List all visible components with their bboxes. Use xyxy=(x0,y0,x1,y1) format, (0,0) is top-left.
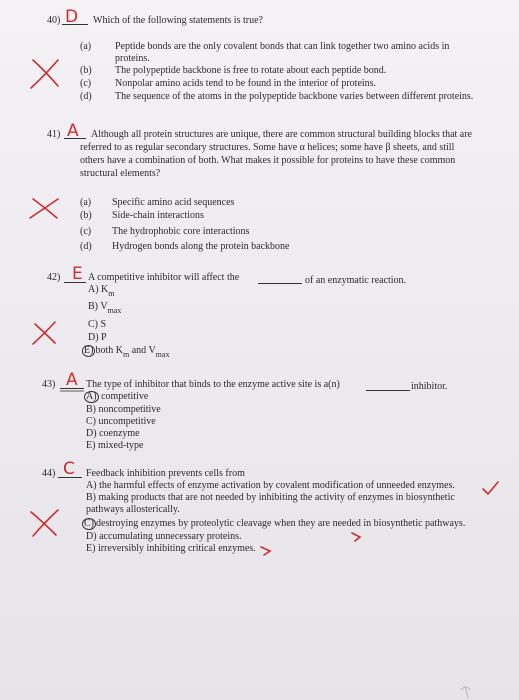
q43-option-a-text: competitive xyxy=(101,391,149,402)
q41-option-b-label: (b) xyxy=(80,210,92,221)
q43-stem-before: The type of inhibitor that binds to the enzyme active site is a(n) xyxy=(86,379,340,390)
q44-option-b-cont: pathways allosterically. xyxy=(86,504,180,515)
q42-stem-after: of an enzymatic reaction. xyxy=(305,275,407,286)
q44-option-d-label: D) xyxy=(86,531,97,542)
q44-option-e-red-tick xyxy=(261,547,270,555)
q42-option-d: D) P xyxy=(88,332,107,343)
q43-option-d-text: coenzyme xyxy=(99,428,140,439)
q43-number: 43) xyxy=(42,379,56,390)
q42-option-c: C) S xyxy=(88,319,107,330)
q43-option-b-label: B) xyxy=(86,404,96,415)
q44-number: 44) xyxy=(42,468,56,479)
q40-option-b-label: (b) xyxy=(80,65,92,76)
q42-option-e-sub-m: m xyxy=(122,350,130,359)
q42-handwritten-answer: E xyxy=(72,264,83,284)
q40-red-x-mark xyxy=(31,60,58,88)
q43-option-a-label-circled: A) xyxy=(86,391,97,402)
q41-stem-line-3: others have a combination of both. What makes it possible for proteins to have these common xyxy=(80,155,456,166)
q42-red-x-mark xyxy=(33,322,55,344)
q43-option-e-label: E) xyxy=(86,440,96,451)
q41-option-b-text: Side-chain interactions xyxy=(112,210,204,221)
q44-option-a-label: A) xyxy=(86,480,97,491)
q43-option-c-label: C) xyxy=(86,416,96,427)
q44-stem: Feedback inhibition prevents cells from xyxy=(86,468,245,479)
q41-option-d-label: (d) xyxy=(80,241,92,252)
q42-option-a-sub: m xyxy=(108,289,115,298)
q43-option-e-text: mixed-type xyxy=(97,440,144,451)
q40-handwritten-answer: D xyxy=(65,7,79,27)
q42-stem-before: A competitive inhibitor will affect the xyxy=(88,272,240,283)
q41-red-x-mark xyxy=(30,199,58,218)
q43-handwritten-answer: A xyxy=(66,370,78,390)
q41-option-c-text: The hydrophobic core interactions xyxy=(112,226,250,237)
q41-option-c-label: (c) xyxy=(80,226,92,237)
q40-option-a-label: (a) xyxy=(80,41,92,52)
q43-stem-after: inhibitor. xyxy=(411,381,448,392)
q44-option-b-label: B) xyxy=(86,492,96,503)
q44-option-d-text: accumulating unnecessary proteins. xyxy=(99,531,242,542)
q44-option-a-text: the harmful effects of enzyme activation by covalent modification of unneeded enzymes. xyxy=(99,480,455,491)
q41-option-d-text: Hydrogen bonds along the protein backbone xyxy=(112,241,290,252)
q42-option-b-sub: max xyxy=(107,306,122,315)
q43-option-c-text: uncompetitive xyxy=(98,416,156,427)
q41-option-a-label: (a) xyxy=(80,197,92,208)
q42-option-b-text: B) V xyxy=(88,301,108,312)
q40-option-a-text-cont: proteins. xyxy=(115,53,150,64)
q41-option-a-text: Specific amino acid sequences xyxy=(112,197,235,208)
q44-option-b-text: making products that are not needed by inhibiting the activity of enzymes in biosynthetic xyxy=(98,492,455,503)
q44-option-d-red-tick xyxy=(352,533,360,541)
q41-stem-line-4: structural elements? xyxy=(80,168,161,179)
q44-option-c-text: destroying enzymes by proteolytic cleavage when they are needed in biosynthetic pathways. xyxy=(96,518,466,529)
q40-number: 40) xyxy=(47,15,61,26)
q40-option-d-label: (d) xyxy=(80,91,92,102)
q44-option-e-label: E) xyxy=(86,543,96,554)
q44-option-c-label-circled: C) xyxy=(84,518,94,529)
q40-option-d-text: The sequence of the atoms in the polypeptide backbone varies between different proteins. xyxy=(115,91,474,102)
q44-red-x-mark xyxy=(31,510,58,536)
q44-option-e-text: irreversibly inhibiting critical enzymes. xyxy=(97,543,256,554)
q40-stem: Which of the following statements is true? xyxy=(93,15,263,26)
q40-option-c-text: Nonpolar amino acids tend to be found in the interior of proteins. xyxy=(115,78,377,89)
q44-option-a-red-tick xyxy=(483,482,498,494)
q42-number: 42) xyxy=(47,272,61,283)
q42-option-e-sub-max: max xyxy=(155,350,170,359)
q41-stem-line-1: Although all protein structures are unique, there are common structural building blocks that are xyxy=(91,129,472,140)
q42-option-e-mid: and V xyxy=(131,345,156,356)
q42-option-a-text: A) K xyxy=(88,284,109,295)
q41-number: 41) xyxy=(47,129,61,140)
q44-handwritten-answer: C xyxy=(63,459,75,479)
q40-option-a-text: Peptide bonds are the only covalent bonds that can link together two amino acids in xyxy=(115,41,450,52)
q42-option-e-text: both K xyxy=(95,345,123,356)
q41-handwritten-answer: A xyxy=(67,121,79,141)
q40-option-b-text: The polypeptide backbone is free to rotate about each peptide bond. xyxy=(115,65,387,76)
q43-option-d-label: D) xyxy=(86,428,97,439)
q42-option-e-label-circled: E) xyxy=(84,345,94,356)
corner-scribble-mark xyxy=(461,686,470,698)
q41-stem-line-2: referred to as regular secondary structures. Some have α helices; some have β sheets, and still xyxy=(80,142,455,153)
q43-option-b-text: noncompetitive xyxy=(98,404,161,415)
q40-option-c-label: (c) xyxy=(80,78,92,89)
